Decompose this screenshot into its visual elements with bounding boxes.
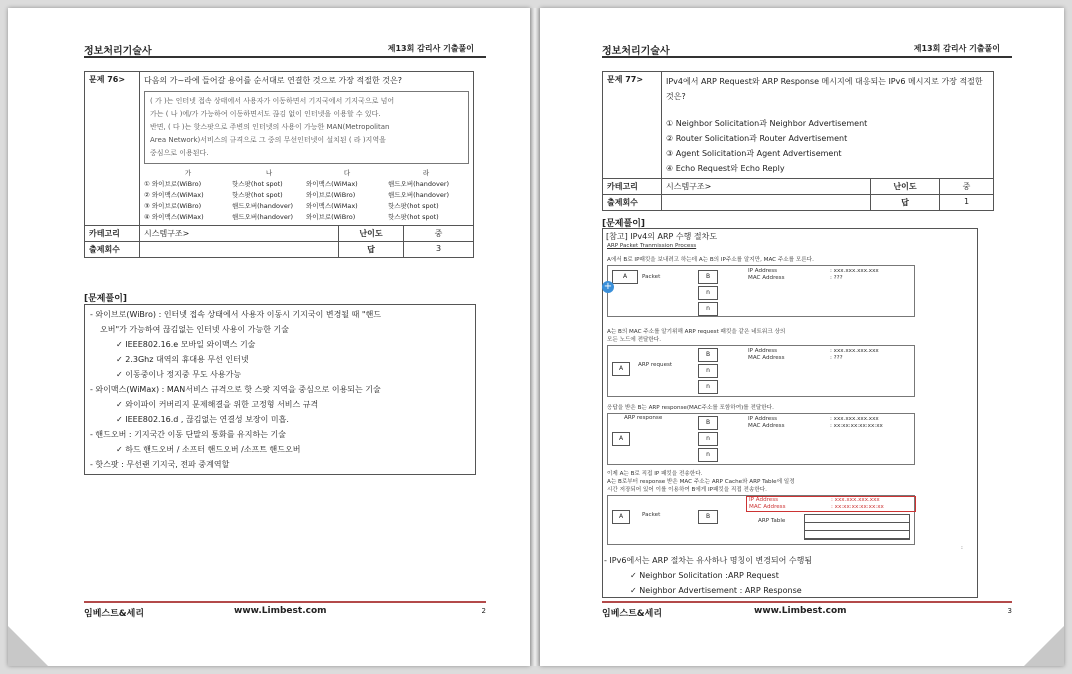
option-cell: 와이맥스(WiMax) xyxy=(306,180,358,188)
step-4-text: A는 B로부터 response 받은 MAC 주소는 ARP Cache와 ARP Table에 일정 xyxy=(607,479,795,485)
question-body xyxy=(662,72,994,179)
mac-label: MAC Address xyxy=(748,423,785,429)
answer-options xyxy=(144,168,469,223)
answer-option[interactable]: ② Router Solicitation과 Router Advertisement xyxy=(666,134,848,143)
page-header xyxy=(602,42,1012,58)
difficulty-label: 난이도 xyxy=(871,179,940,195)
question-number: 문제 76> xyxy=(85,72,140,226)
option-cell: 핫스팟(hot spot) xyxy=(388,202,439,210)
mac-label: MAC Address xyxy=(748,355,785,361)
option-cell: 핫스팟(hot spot) xyxy=(232,191,283,199)
option-heads xyxy=(144,168,469,179)
page-number: 2 xyxy=(481,607,486,615)
mac-value: : ??? xyxy=(830,275,843,281)
option-head: 가 xyxy=(184,169,192,177)
count-label: 출제회수 xyxy=(85,242,140,258)
page-number: 3 xyxy=(1007,607,1012,615)
option-cell: 와이브로(WiBro) xyxy=(306,191,356,199)
step-3-text: 응답을 받은 B는 ARP response(MAC주소를 포함하여)를 전달한다. xyxy=(607,405,774,411)
step-1-text: A에서 B로 IP패킷을 보내려고 하는데 A는 B의 IP주소를 알지만, MAC 주소를 모른다. xyxy=(607,257,814,263)
solution-line: - 핸드오버 : 기지국간 이동 단말의 통화를 유지하는 기술 xyxy=(90,430,286,439)
diagram-step-3 xyxy=(607,413,915,465)
solution-line: - 핫스팟 : 무선랜 기지국, 전파 중계역할 xyxy=(90,460,230,469)
step-4-text: 이제 A는 B로 직접 IP 패킷을 전송한다. xyxy=(607,471,703,477)
node-b: B xyxy=(698,416,718,430)
diagram-step-4 xyxy=(607,495,915,545)
page-footer xyxy=(84,601,486,619)
node-n: n xyxy=(698,432,718,446)
solution-line: 오버"가 가능하여 끊김없는 인터넷 사용이 가능한 기술 xyxy=(100,325,289,334)
category-label: 카테고리 xyxy=(85,226,140,242)
step-2-text: A는 B의 MAC 주소를 알기위해 ARP request 패킷을 같은 네트워크 상의 xyxy=(607,329,786,335)
passage-line: 반면, ( 다 )는 핫스팟으로 주변의 인터넷의 사용이 가능한 MAN(Metropolitan xyxy=(150,123,390,131)
solution-line: ✓ IEEE802.16.d , 끊김없는 연결성 보장이 미흡. xyxy=(116,415,289,424)
answer-value: 1 xyxy=(940,195,994,211)
answer-label: 답 xyxy=(871,195,940,211)
ip-value: : xxx.xxx.xxx.xxx xyxy=(830,268,879,274)
step-2-text: 모든 노드에 전달한다. xyxy=(607,337,661,343)
page-curl-right[interactable] xyxy=(1024,626,1064,666)
count-value xyxy=(662,195,871,211)
option-cell: 핸드오버(handover) xyxy=(232,202,294,210)
option-cell: 와이브로(WiBro) xyxy=(306,213,356,221)
solution-line: ✓ 하드 핸드오버 / 소프터 핸드오버 /소프트 핸드오버 xyxy=(116,445,301,454)
header-title: 정보처리기술사 xyxy=(602,46,670,57)
node-a: A xyxy=(612,510,630,524)
question-number: 문제 77> xyxy=(603,72,662,179)
book-spine xyxy=(530,8,540,666)
option-cell: 와이맥스(WiMax) xyxy=(306,202,358,210)
solution-77-notes xyxy=(604,553,974,598)
colon-mark: : xyxy=(961,545,963,551)
answer-option[interactable]: ① Neighbor Solicitation과 Neighbor Advertisement xyxy=(666,119,868,128)
question-text: 다음의 가~라에 들어갈 용어를 순서대로 연결한 것으로 가장 적절한 것은? xyxy=(144,76,402,85)
option-head: 나 xyxy=(265,169,273,177)
mac-value: : ??? xyxy=(830,355,843,361)
solution-line: - 와이브로(WiBro) : 인터넷 접속 상태에서 사용자 이동시 기지국이 변경될 때 "핸드 xyxy=(90,310,382,319)
solution-line: ✓ Neighbor Solicitation :ARP Request xyxy=(630,571,779,580)
arp-table-label: ARP Table xyxy=(758,518,786,524)
solution-line: ✓ 와이파이 커버리지 문제해결을 위한 고정형 서비스 규격 xyxy=(116,400,319,409)
option-row[interactable] xyxy=(144,201,469,212)
option-cell: ④ 와이맥스(WiMax) xyxy=(144,213,204,221)
answer-option[interactable]: ③ Agent Solicitation과 Agent Advertisement xyxy=(666,149,842,158)
solution-line: ✓ 2.3Ghz 대역의 휴대용 무선 인터넷 xyxy=(116,355,249,364)
ip-label: IP Address xyxy=(748,416,778,422)
difficulty-value: 중 xyxy=(940,179,994,195)
passage-line: 가는 ( 나 )에/가 가능하여 이동하면서도 끊김 없이 인터넷을 이용할 수 있다. xyxy=(150,110,381,118)
header-subtitle: 제13회 감리사 기출풀이 xyxy=(913,44,1000,53)
ip-label: IP Address xyxy=(748,348,778,354)
header-subtitle: 제13회 감리사 기출풀이 xyxy=(387,44,474,53)
solution-line: ✓ IEEE802.16.e 모바일 와이맥스 기술 xyxy=(116,340,256,349)
count-label: 출제회수 xyxy=(603,195,662,211)
answer-value: 3 xyxy=(404,242,474,258)
ip-value: : xxx.xxx.xxx.xxx xyxy=(830,348,879,354)
packet-label: Packet xyxy=(642,274,661,280)
option-row[interactable] xyxy=(144,179,469,190)
option-cell: ① 와이브로(WiBro) xyxy=(144,180,202,188)
solution-77-box xyxy=(602,228,978,598)
solution-line: ✓ 이동중이나 정지중 무도 사용가능 xyxy=(116,370,242,379)
category-value: 시스템구조> xyxy=(140,226,339,242)
option-cell: ② 와이맥스(WiMax) xyxy=(144,191,204,199)
header-title: 정보처리기술사 xyxy=(84,46,152,57)
solution-title: [문제풀이] xyxy=(602,219,646,229)
option-cell: 핸드오버(handover) xyxy=(232,213,294,221)
node-n: n xyxy=(698,448,718,462)
solution-line: - IPv6에서는 ARP 절차는 유사하나 명칭이 변경되어 수행됨 xyxy=(604,556,813,565)
page-footer xyxy=(602,601,1012,619)
packet-label: Packet xyxy=(642,512,661,518)
option-cell: 핫스팟(hot spot) xyxy=(388,213,439,221)
arp-table-grid xyxy=(804,514,910,540)
option-cell: ③ 와이브로(WiBro) xyxy=(144,202,202,210)
footer-author: 임베스트&세리 xyxy=(602,609,663,619)
passage-line: ( 가 )는 인터넷 접속 상태에서 사용자가 이동하면서 기지국에서 기지국으로 넘어 xyxy=(150,97,395,105)
category-label: 카테고리 xyxy=(603,179,662,195)
count-value xyxy=(140,242,339,258)
question-body xyxy=(140,72,474,226)
answer-option[interactable]: ④ Echo Request와 Echo Reply xyxy=(666,164,785,173)
option-head: 다 xyxy=(343,169,351,177)
arp-cache-highlight xyxy=(746,496,916,512)
reference-subtitle: ARP Packet Tranmission Process xyxy=(607,243,697,249)
solution-line: ✓ Neighbor Advertisement : ARP Response xyxy=(630,586,802,595)
option-row[interactable] xyxy=(144,212,469,223)
footer-site[interactable]: www.Limbest.com xyxy=(234,606,327,616)
question-passage xyxy=(144,91,469,164)
solution-76-box xyxy=(84,304,476,475)
page-right xyxy=(540,8,1064,666)
solution-title: [문제풀이] xyxy=(84,294,128,304)
step-4-text: 시간 저장되어 있어 이를 이용하여 B에게 IP패킷을 직접 전송한다. xyxy=(607,487,767,493)
answer-label: 답 xyxy=(339,242,404,258)
node-a: A xyxy=(612,270,638,284)
solution-line: - 와이맥스(WiMax) : MAN서비스 규격으로 핫 스팟 지역을 중심으로 이용되는 기술 xyxy=(90,385,381,394)
node-a: A xyxy=(612,432,630,446)
node-n: n xyxy=(698,364,718,378)
mac-label: MAC Address xyxy=(748,275,785,281)
node-b: B xyxy=(698,270,718,284)
diagram-step-2 xyxy=(607,345,915,397)
difficulty-label: 난이도 xyxy=(339,226,404,242)
mac-label: MAC Address xyxy=(749,504,786,510)
passage-line: Area Network)서비스의 규격으로 그 중의 무선인터넷이 설치된 ( 라 )지역을 xyxy=(150,136,386,144)
node-b: B xyxy=(698,510,718,524)
ip-value: : xxx.xxx.xxx.xxx xyxy=(830,416,879,422)
option-head: 라 xyxy=(422,169,430,177)
add-circle-icon[interactable]: + xyxy=(603,281,613,292)
arp-request-label: ARP request xyxy=(638,362,673,368)
question-77-table xyxy=(602,71,994,211)
node-a: A xyxy=(612,362,630,376)
node-n: n xyxy=(698,380,718,394)
option-cell: 핸드오버(handover) xyxy=(388,191,450,199)
ip-label: IP Address xyxy=(749,497,779,503)
footer-site[interactable]: www.Limbest.com xyxy=(754,606,847,616)
footer-author: 임베스트&세리 xyxy=(84,609,145,619)
option-cell: 핫스팟(hot spot) xyxy=(232,180,283,188)
page-header xyxy=(84,42,486,58)
mac-value: : xx:xx:xx:xx:xx:xx xyxy=(830,423,883,429)
question-text: IPv4에서 ARP Request와 ARP Response 메시지에 대응되는 IPv6 메시지로 가장 적절한 것은? xyxy=(666,77,983,101)
ip-label: IP Address xyxy=(748,268,778,274)
difficulty-value: 중 xyxy=(404,226,474,242)
mac-value: : xx:xx:xx:xx:xx:xx xyxy=(831,504,884,510)
passage-line: 중심으로 이용된다. xyxy=(150,149,209,157)
option-row[interactable] xyxy=(144,190,469,201)
node-n: n xyxy=(698,286,718,300)
diagram-step-1 xyxy=(607,265,915,317)
option-cell: 핸드오버(handover) xyxy=(388,180,450,188)
reference-title: [참고] IPv4의 ARP 수행 절차도 xyxy=(606,232,718,241)
arp-response-label: ARP response xyxy=(624,415,663,421)
question-76-table xyxy=(84,71,474,258)
node-b: B xyxy=(698,348,718,362)
node-n: n xyxy=(698,302,718,316)
ip-value: : xxx.xxx.xxx.xxx xyxy=(831,497,880,503)
category-value: 시스템구조> xyxy=(662,179,871,195)
page-left xyxy=(8,8,530,666)
page-curl-left[interactable] xyxy=(8,626,48,666)
